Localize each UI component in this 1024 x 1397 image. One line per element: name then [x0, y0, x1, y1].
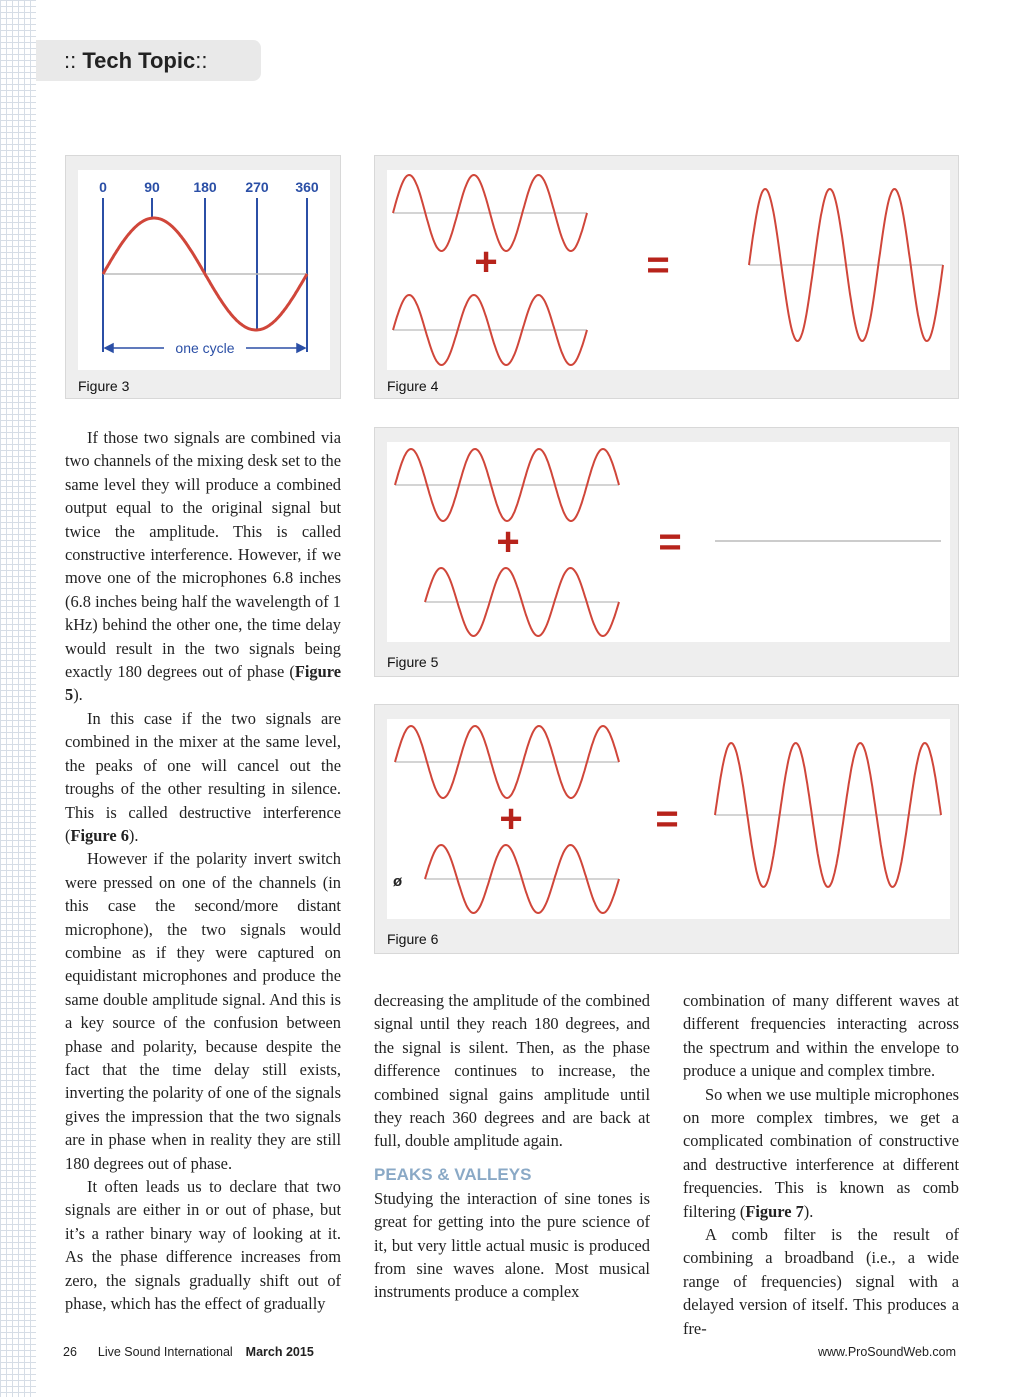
margin-grid-decoration — [0, 0, 36, 1397]
column-1 — [65, 426, 341, 1315]
figure-4-caption: Figure 4 — [387, 378, 439, 394]
section-tab — [36, 40, 261, 81]
paragraph: It often leads us to declare that two signals are either in or out of phase, but it’s a rather binary way of looking at it. As the phase difference increases from zero, the signals gradually shift out of phase, which has the effect of gradually — [65, 1177, 341, 1314]
figure-5 — [374, 427, 959, 677]
figure-6 — [374, 704, 959, 954]
paragraph: combination of many different waves at different frequencies interacting across the spectrum and within the envelope to produce a unique and complex timbre. — [683, 991, 959, 1081]
equals-sign: = — [655, 797, 679, 841]
figure-reference: Figure 7 — [745, 1201, 804, 1221]
paragraph: However if the polarity invert switch were pressed on one of the channels (in this case the second/more distant microphone), the two signals would combine as if they were captured on equidistant microphones and produce the same double amplitude signal. And this is a key source of the confusion between phase and polarity, because despite the fact that the time delay still exists, inverting the polarity of one of the signals gives the impression that the two signals are in phase when in reality they are still 180 degrees out of phase. — [65, 849, 341, 1173]
paragraph: A comb filter is the result of combining a broadband (i.e., a wide range of frequencies) signal with a delayed version of itself. This produces a fre- — [683, 1225, 959, 1338]
equals-sign: = — [646, 243, 670, 287]
publication-name: Live Sound International — [97, 1345, 233, 1359]
tick-label-270: 270 — [245, 179, 269, 195]
figure-reference: Figure 6 — [70, 825, 129, 845]
figure-3-phase-diagram — [66, 156, 342, 400]
issue-date: March 2015 — [245, 1345, 314, 1359]
figure-4 — [374, 155, 959, 399]
footer-left — [63, 1345, 314, 1359]
section-tab-prefix: :: — [64, 48, 77, 73]
cycle-label: one cycle — [175, 340, 235, 356]
plus-sign: + — [474, 240, 498, 284]
page-number: 26 — [63, 1345, 77, 1359]
figure-3 — [65, 155, 341, 399]
paragraph: In this case if the two signals are combined in the mixer at the same level, the peaks of one will cancel out the troughs of the other resulting in silence. This is called destructive interference (Figure 6). — [65, 708, 341, 845]
section-heading: PEAKS & VALLEYS — [374, 1164, 532, 1184]
equals-sign: = — [658, 520, 682, 564]
section-tab-suffix: :: — [195, 48, 208, 73]
figure-reference: Figure 5 — [65, 662, 341, 705]
paragraph: decreasing the amplitude of the combined signal until they reach 180 degrees, and the signal is silent. Then, as the phase difference continues to increase, the combined signal gains amplitude until they reach 360 degrees and are back at full, double amplitude again. — [374, 991, 650, 1151]
plus-sign: + — [496, 520, 520, 564]
figure-4-constructive-diagram — [375, 156, 960, 400]
tick-label-90: 90 — [144, 179, 160, 195]
section-tab-title: Tech Topic — [82, 48, 196, 73]
tick-label-360: 360 — [295, 179, 319, 195]
figure-6-polarity-diagram — [375, 705, 960, 955]
figure-3-caption: Figure 3 — [78, 378, 130, 394]
plus-sign: + — [499, 797, 523, 841]
tick-label-0: 0 — [99, 179, 107, 195]
figure-5-destructive-diagram — [375, 428, 960, 678]
column-3 — [683, 989, 959, 1340]
polarity-symbol: ø — [393, 873, 403, 890]
tick-label-180: 180 — [193, 179, 217, 195]
paragraph: If those two signals are combined via two channels of the mixing desk set to the same level they will produce a combined output equal to the original signal but twice the amplitude. This is called constructive interference. However, if we move one of the microphones 6.8 inches (6.8 inches being half the wavelength of 1 kHz) behind the other one, the time delay would result in the two signals being exactly 180 degrees out of phase (Figure 5). — [65, 428, 341, 705]
footer-website: www.ProSoundWeb.com — [817, 1345, 956, 1359]
figure-5-caption: Figure 5 — [387, 654, 439, 670]
column-2 — [374, 989, 650, 1304]
paragraph: Studying the interaction of sine tones is great for getting into the pure science of it, but very little actual music is produced from sine waves alone. Most musical instruments produce a complex — [374, 1188, 650, 1302]
figure-6-caption: Figure 6 — [387, 931, 439, 947]
paragraph: So when we use multiple microphones on more complex timbres, we get a complicated combination of constructive and destructive interference at different frequencies. This is known as comb filtering (Figure 7). — [683, 1084, 959, 1221]
